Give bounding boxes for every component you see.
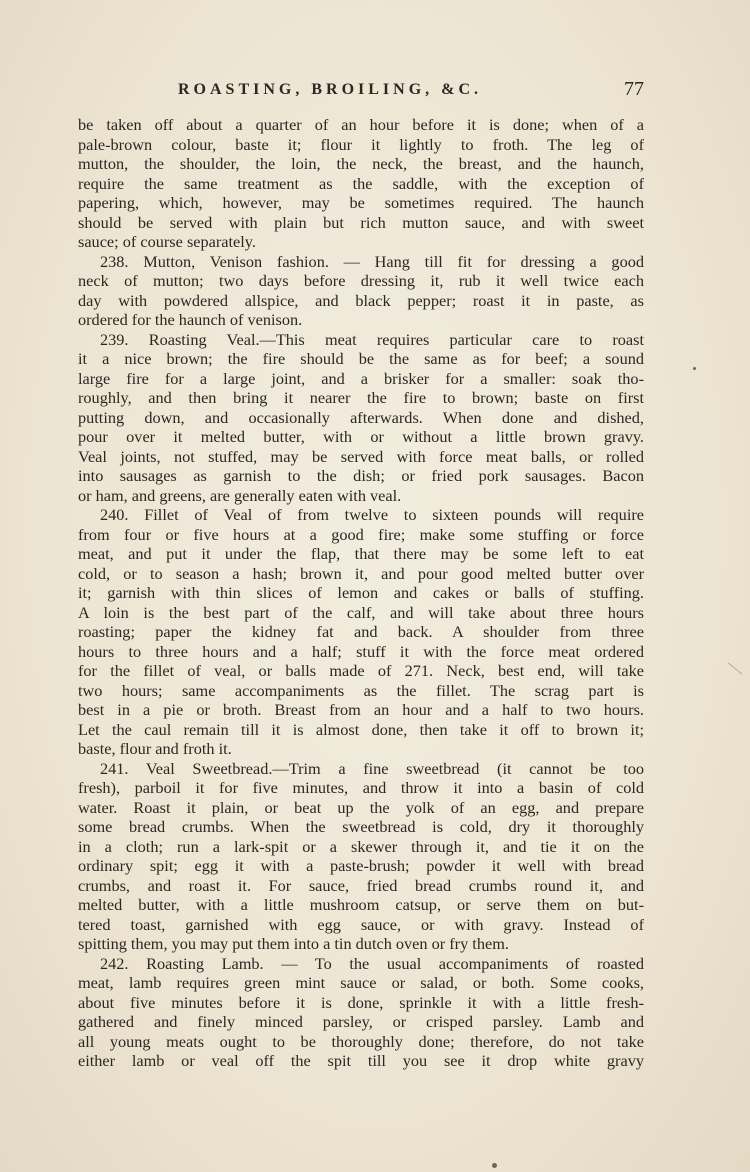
text-line: pour over it melted butter, with or without a little brown gravy.	[78, 427, 644, 446]
text-line: from four or five hours at a good fire; make some stuffing or force	[78, 524, 644, 544]
text-line: best in a pie or broth. Breast from an hour and a half to two hours.	[78, 700, 644, 719]
text-line: for the fillet of veal, or balls made of 271. Neck, best end, will take	[78, 661, 644, 680]
page-header	[78, 78, 644, 106]
text-line: meat, and put it under the flap, that there may be some left to eat	[78, 544, 644, 563]
text-line: it a nice brown; the fire should be the same as for beef; a sound	[78, 349, 644, 368]
text-line: gathered and finely minced parsley, or crisped parsley. Lamb and	[78, 1012, 644, 1031]
text-line: ordinary spit; egg it with a paste-brush; powder it well with bread	[78, 856, 644, 875]
paper-scratch	[728, 662, 742, 674]
text-line: large fire for a large joint, and a brisker for a smaller: soak tho-	[78, 368, 644, 388]
text-line: neck of mutton; two days before dressing it, rub it well twice each	[78, 271, 644, 290]
text-line: it; garnish with thin slices of lemon and cakes or balls of stuffing.	[78, 583, 644, 602]
text-line: baste, flour and froth it.	[78, 739, 232, 758]
text-line: or ham, and greens, are generally eaten with veal.	[78, 485, 402, 505]
text-line: melted butter, with a little mushroom catsup, or serve them on but-	[78, 895, 644, 914]
text-line: mutton, the shoulder, the loin, the neck, the breast, and the haunch,	[78, 154, 644, 173]
text-line: day with powdered allspice, and black pepper; roast it in paste, as	[78, 290, 644, 310]
text-line: 239. Roasting Veal.—This meat requires particular care to roast	[100, 329, 644, 349]
text-line: either lamb or veal off the spit till you see it drop white gravy	[78, 1051, 644, 1070]
text-line: into sausages as garnish to the dish; or fried pork sausages. Bacon	[78, 466, 644, 485]
ink-speck	[492, 1163, 497, 1168]
text-line: meat, lamb requires green mint sauce or salad, or both. Some cooks,	[78, 973, 644, 992]
text-line: spitting them, you may put them into a tin dutch oven or fry them.	[78, 934, 509, 953]
text-line: tered toast, garnished with egg sauce, or with gravy. Instead of	[78, 914, 644, 934]
text-line: fresh), parboil it for five minutes, and throw it into a basin of cold	[78, 778, 644, 797]
text-line: 241. Veal Sweetbread.—Trim a fine sweetbread (it cannot be too	[100, 758, 644, 778]
text-line: about five minutes before it is done, sprinkle it with a little fresh-	[78, 992, 644, 1012]
text-line: should be served with plain but rich mutton sauce, and with sweet	[78, 212, 644, 232]
text-line: be taken off about a quarter of an hour before it is done; when of a	[78, 115, 644, 134]
text-line: in a cloth; run a lark-spit or a skewer through it, and tie it on the	[78, 836, 644, 856]
text-line: roughly, and then bring it nearer the fire to brown; baste on first	[78, 388, 644, 407]
ink-speck	[693, 367, 696, 370]
text-line: all young meats ought to be thoroughly done; therefore, do not take	[78, 1031, 644, 1051]
text-line: sauce; of course separately.	[78, 232, 256, 251]
running-head: ROASTING, BROILING, &C.	[178, 81, 483, 98]
text-line: crumbs, and roast it. For sauce, fried bread crumbs round it, and	[78, 875, 644, 895]
text-line: hours to three hours and a half; stuff it with the force meat ordered	[78, 641, 644, 661]
text-line: two hours; same accompaniments as the fillet. The scrag part is	[78, 680, 644, 700]
page-number: 77	[624, 78, 644, 100]
text-line: ordered for the haunch of venison.	[78, 310, 303, 329]
text-line: cold, or to season a hash; brown it, and pour good melted butter over	[78, 563, 644, 583]
text-line: putting down, and occasionally afterwards. When done and dished,	[78, 407, 644, 427]
text-line: 240. Fillet of Veal of from twelve to sixteen pounds will require	[100, 505, 644, 524]
body-text	[78, 115, 644, 1071]
text-line: require the same treatment as the saddle, with the exception of	[78, 173, 644, 193]
text-line: water. Roast it plain, or beat up the yolk of an egg, and prepare	[78, 797, 644, 817]
text-line: papering, which, however, may be sometimes required. The haunch	[78, 193, 644, 212]
text-line: roasting; paper the kidney fat and back. A shoulder from three	[78, 622, 644, 641]
text-line: A loin is the best part of the calf, and will take about three hours	[78, 602, 644, 622]
text-line: 242. Roasting Lamb. — To the usual accompaniments of roasted	[100, 953, 644, 973]
text-line: 238. Mutton, Venison fashion. — Hang till fit for dressing a good	[100, 251, 644, 271]
text-line: Veal joints, not stuffed, may be served with force meat balls, or rolled	[78, 446, 644, 466]
text-line: Let the caul remain till it is almost done, then take it off to brown it;	[78, 719, 644, 739]
text-line: pale-brown colour, baste it; flour it lightly to froth. The leg of	[78, 134, 644, 154]
text-line: some bread crumbs. When the sweetbread is cold, dry it thoroughly	[78, 817, 644, 836]
